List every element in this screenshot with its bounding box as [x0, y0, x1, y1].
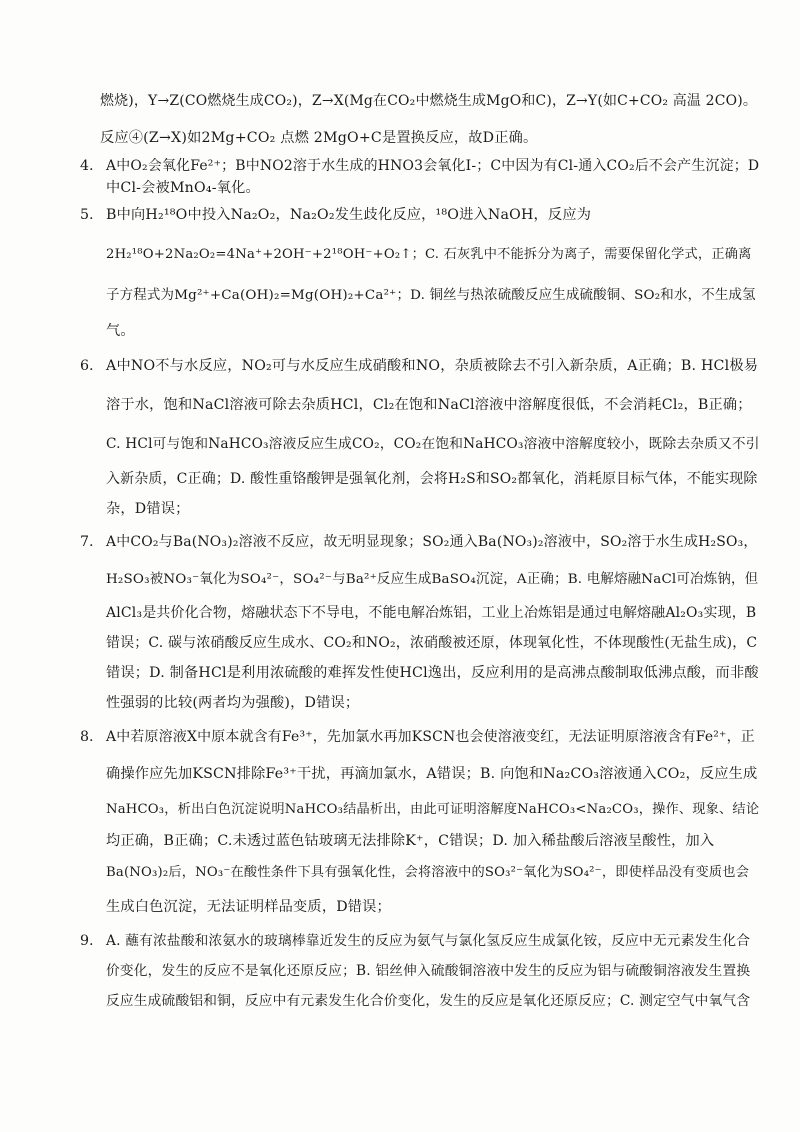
answer-7-line-1: A中CO₂与Ba(NO₃)₂溶液不反应，故无明显现象；SO₂通入Ba(NO₃)₂溶液中，SO₂溶于水生成H₂SO₃，: [106, 534, 758, 550]
answer-8-number: 8.: [80, 729, 94, 745]
answer-7-line-6: 性强弱的比较(两者均为强酸)，D错误；: [106, 695, 360, 711]
answer-8-line-4: 均正确，B正确；C.未透过蓝色钴玻璃无法排除K⁺，C错误；D. 加入稀盐酸后溶液呈酸性，加入: [106, 833, 715, 849]
answer-5-line-1: B中向H₂¹⁸O中投入Na₂O₂，Na₂O₂发生歧化反应，¹⁸O进入NaOH，反应为: [106, 207, 592, 223]
answer-5-line-2: 2H₂¹⁸O+2Na₂O₂=4Na⁺+2OH⁻+2¹⁸OH⁻+O₂↑；C. 石灰乳中不能拆分为离子，需要保留化学式，正确离: [106, 247, 752, 262]
answer-5-line-4: 气。: [106, 323, 135, 339]
answer-7-number: 7.: [80, 534, 94, 550]
answer-4-line-2: 中Cl-会被MnO₄-氧化。: [106, 180, 260, 196]
answer-8-line-2: 确操作应先加KSCN排除Fe³⁺干扰，再滴加氯水，A错误；B. 向饱和Na₂CO₃溶液通入CO₂，反应生成: [106, 766, 758, 782]
answer-6-line-3: C. HCl可与饱和NaHCO₃溶液反应生成CO₂，CO₂在饱和NaHCO₃溶液中溶解度较小，既除去杂质又不引: [106, 436, 760, 452]
answer-7-line-4: 错误；C. 碳与浓硝酸反应生成水、CO₂和NO₂，浓硝酸被还原，体现氧化性，不体现酸性(无盐生成)，C: [106, 635, 758, 651]
answer-3-line-2: 反应④(Z→X)如2Mg+CO₂ 点燃 2MgO+C是置换反应，故D正确。: [100, 130, 538, 146]
answer-6-line-5: 杂，D错误；: [106, 501, 190, 517]
answer-5-line-3: 子方程式为Mg²⁺+Ca(OH)₂=Mg(OH)₂+Ca²⁺；D. 铜丝与热浓硫酸反应生成硫酸铜、SO₂和水，不生成氢: [106, 288, 756, 303]
answer-3-line-1: 燃烧)，Y→Z(CO燃烧生成CO₂)，Z→X(Mg在CO₂中燃烧生成MgO和C)，Z→Y(如C+CO₂ 高温 2CO)。: [100, 93, 757, 109]
answer-4-number: 4.: [80, 158, 94, 174]
answer-8-line-5: Ba(NO₃)₂后，NO₃⁻在酸性条件下具有强氧化性，会将溶液中的SO₃²⁻氧化为SO₄²⁻，即使样品没有变质也会: [106, 865, 750, 880]
answer-8-line-3: NaHCO₃，析出白色沉淀说明NaHCO₃结晶析出，由此可证明溶解度NaHCO₃<Na₂CO₃，操作、现象、结论: [106, 802, 760, 817]
answer-8-line-6: 生成白色沉淀，无法证明样品变质，D错误；: [106, 899, 391, 915]
answer-4-line-1: A中O₂会氧化Fe²⁺；B中NO2溶于水生成的HNO3会氧化I-；C中因为有Cl-通入CO₂后不会产生沉淀；D: [106, 158, 760, 174]
answer-6-number: 6.: [80, 358, 94, 374]
answer-8-line-1: A中若原溶液X中原本就含有Fe³⁺，先加氯水再加KSCN也会使溶液变红，无法证明原溶液含有Fe²⁺，正: [106, 729, 755, 745]
answer-6-line-1: A中NO不与水反应，NO₂可与水反应生成硝酸和NO，杂质被除去不引入新杂质，A正确；B. HCl极易: [106, 358, 759, 374]
answer-9-line-2: 价变化，发生的反应不是氧化还原反应；B. 铝丝伸入硫酸铜溶液中发生的反应为铝与硫酸铜溶液发生置换: [106, 963, 751, 979]
answer-5-number: 5.: [80, 207, 94, 223]
answer-6-line-4: 入新杂质，C正确；D. 酸性重铬酸钾是强氧化剂，会将H₂S和SO₂都氧化，消耗原目标气体，不能实现除: [106, 471, 758, 487]
answer-9-line-1: A. 蘸有浓盐酸和浓氨水的玻璃棒靠近发生的反应为氨气与氯化氢反应生成氯化铵，反应中无元素发生化合: [106, 933, 751, 949]
answer-7-line-5: 错误；D. 制备HCl是利用浓硫酸的难挥发性使HCl逸出，反应利用的是高沸点酸制取低沸点酸，而非酸: [106, 665, 759, 681]
answer-7-line-3: AlCl₃是共价化合物，熔融状态下不导电，不能电解冶炼铝，工业上冶炼铝是通过电解熔融Al₂O₃实现，B: [106, 605, 757, 621]
answer-6-line-2: 溶于水，饱和NaCl溶液可除去杂质HCl，Cl₂在饱和NaCl溶液中溶解度很低，不会消耗Cl₂，B正确；: [106, 397, 752, 413]
answer-7-line-2: H₂SO₃被NO₃⁻氧化为SO₄²⁻，SO₄²⁻与Ba²⁺反应生成BaSO₄沉淀，A正确；B. 电解熔融NaCl可冶炼钠，但: [106, 572, 759, 587]
answer-9-line-3: 反应生成硫酸铝和铜，反应中有元素发生化合价变化，发生的反应是氧化还原反应；C. 测定空气中氧气含: [106, 993, 751, 1009]
answer-9-number: 9.: [80, 933, 94, 949]
